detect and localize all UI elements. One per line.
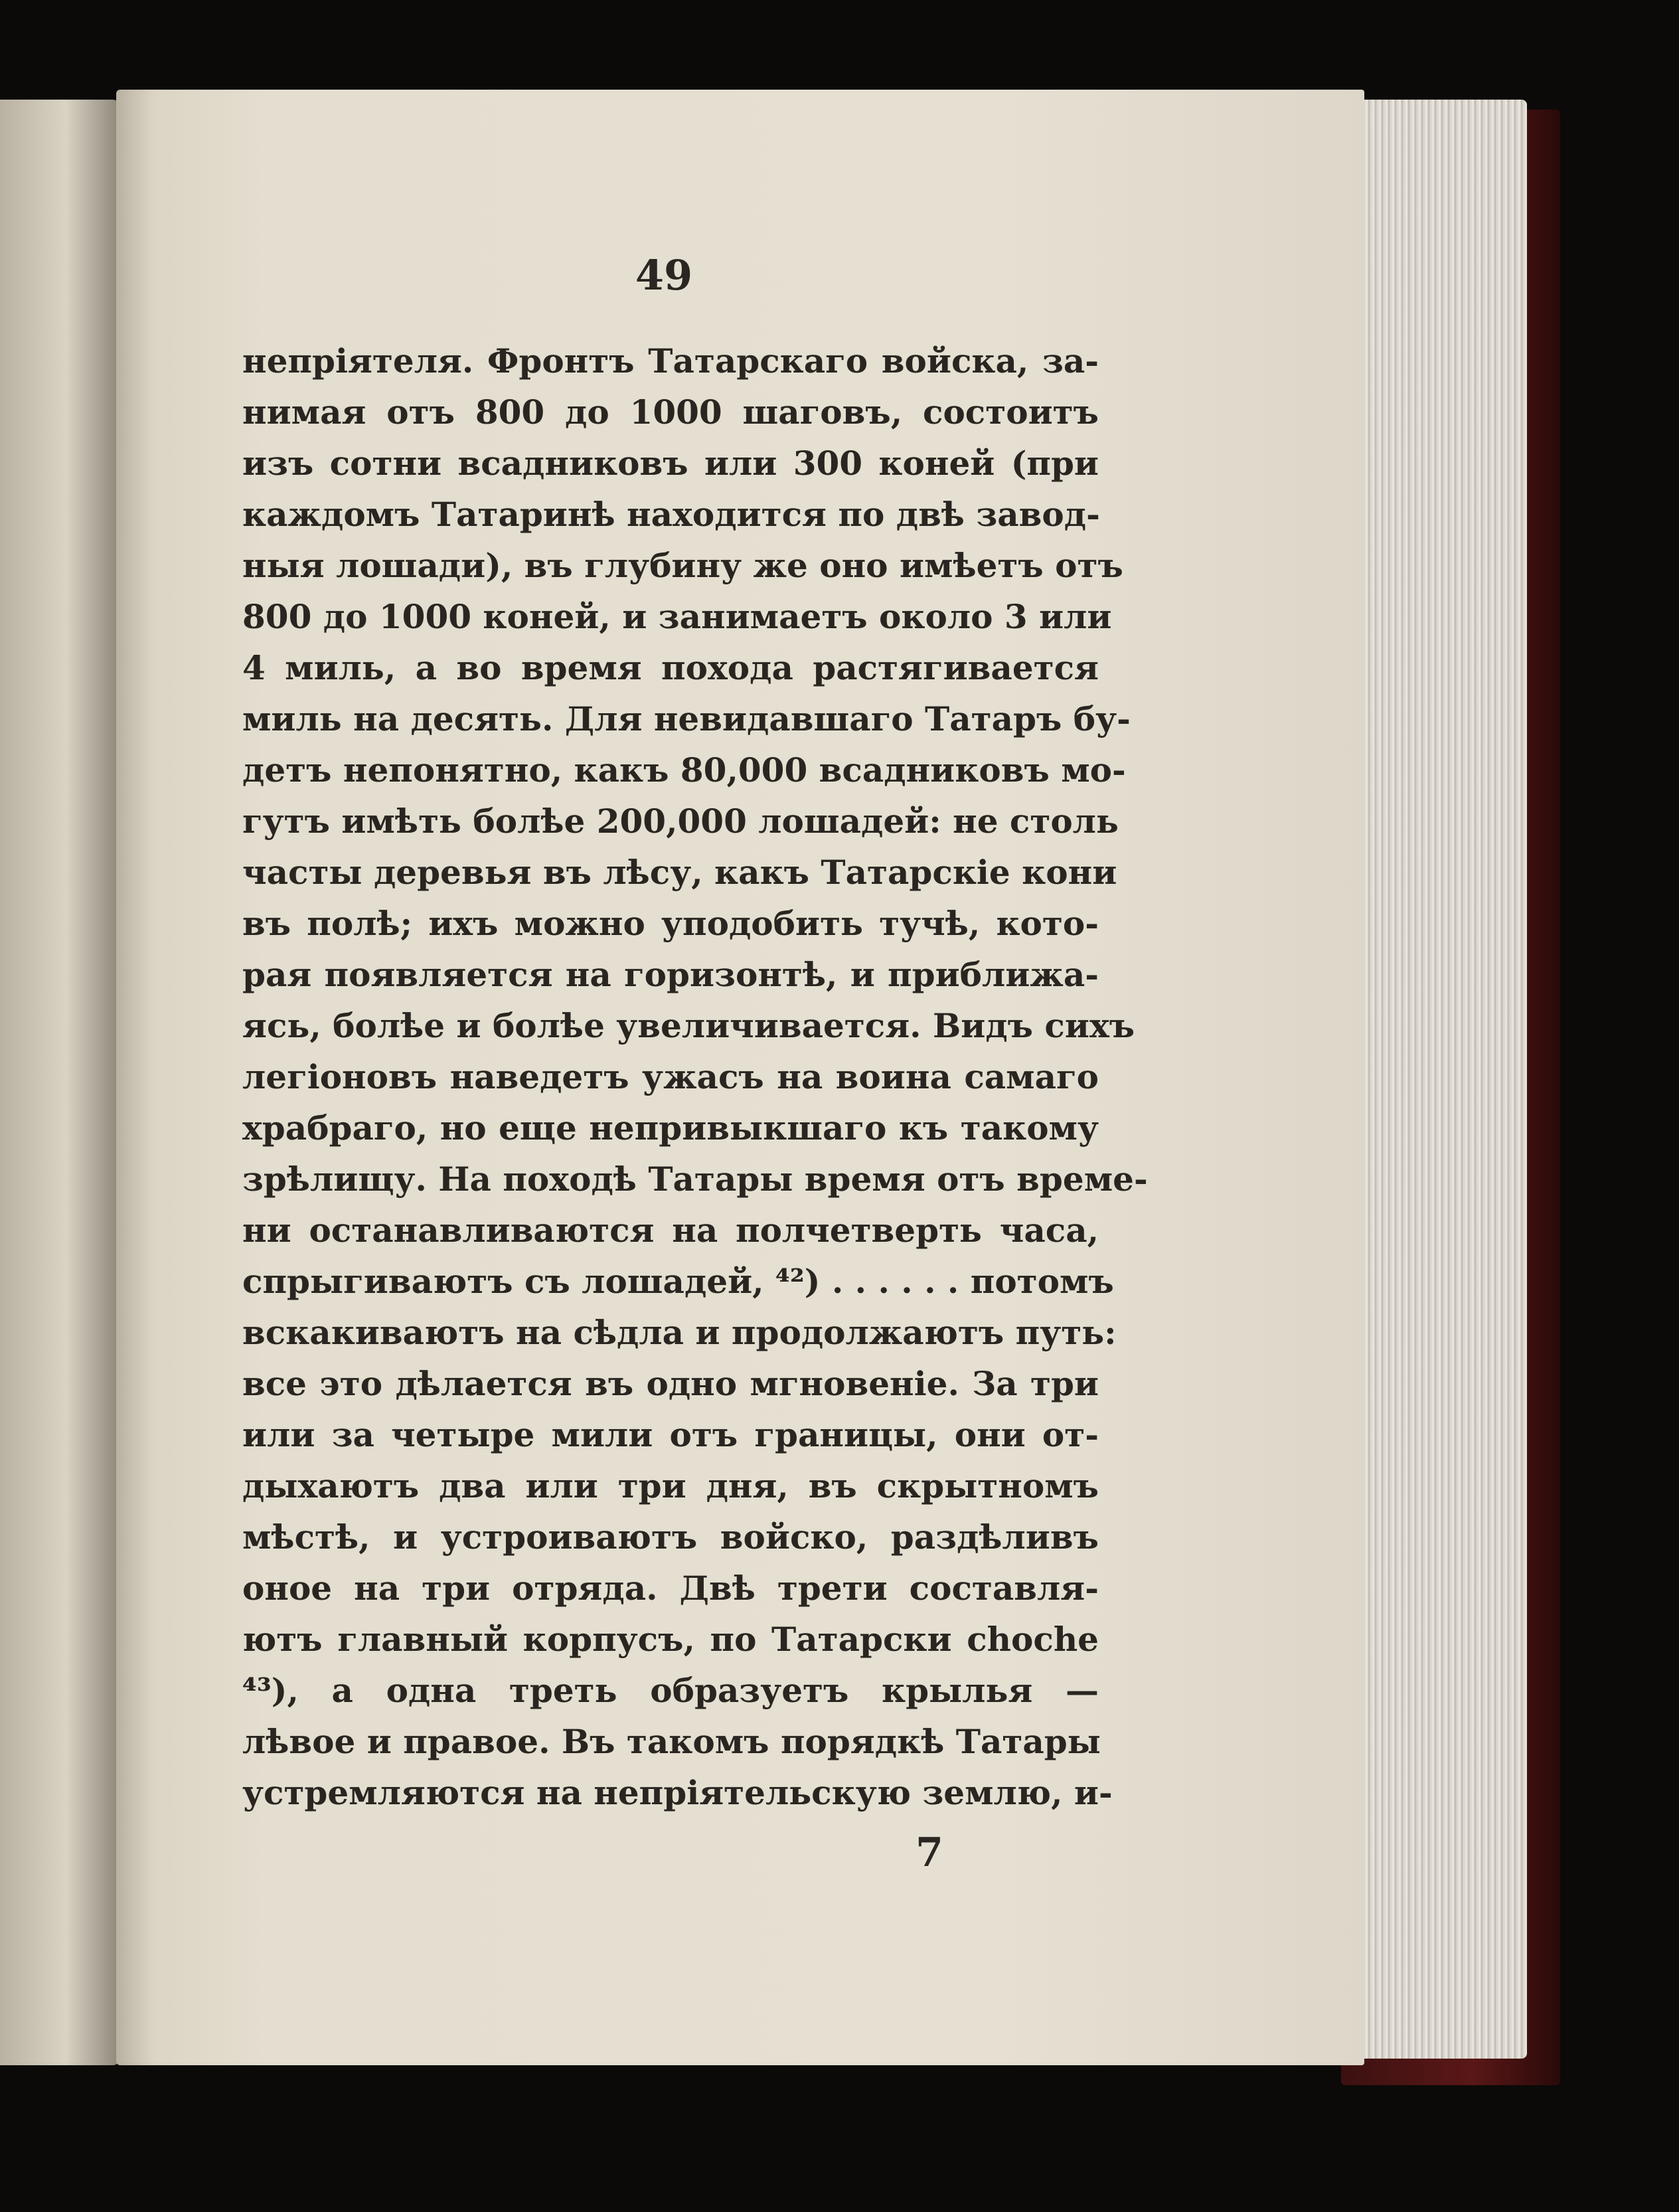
text-line: дыхаютъ два или три дня, въ скрытномъ: [242, 1466, 1099, 1505]
left-page-edge: [0, 100, 120, 2065]
text-line: непріятеля. Фронтъ Татарскаго войска, за-: [242, 341, 1099, 381]
text-line: мѣстѣ, и устроиваютъ войско, раздѣливъ: [242, 1517, 1099, 1557]
text-line: вскакиваютъ на сѣдла и продолжаютъ путь:: [242, 1313, 1117, 1352]
text-line: устремляются на непріятельскую землю, и-: [242, 1773, 1113, 1812]
text-line: часты деревья въ лѣсу, какъ Татарскіе кони: [242, 853, 1117, 892]
text-line: оное на три отряда. Двѣ трети составля-: [242, 1569, 1099, 1608]
text-line: 4 миль, а во время похода растягивается: [242, 648, 1099, 687]
text-line: изъ сотни всадниковъ или 300 коней (при: [242, 444, 1099, 483]
text-line: лѣвое и правое. Въ такомъ порядкѣ Татары: [242, 1722, 1101, 1761]
text-line: каждомъ Татаринѣ находится по двѣ завод-: [242, 495, 1100, 534]
text-line: спрыгиваютъ съ лошадей, ⁴²) . . . . . . потомъ: [242, 1262, 1114, 1301]
text-line: рая появляется на горизонтѣ, и приближа-: [242, 955, 1099, 994]
text-line: ни останавливаются на полчетверть часа,: [242, 1211, 1099, 1250]
text-line: ⁴³), а одна треть образуетъ крылья —: [242, 1671, 1099, 1710]
text-line: гутъ имѣть болѣе 200,000 лошадей: не столь: [242, 802, 1119, 841]
page-stack-edges: [1351, 100, 1527, 2059]
text-line: ютъ главный корпусъ, по Татарски choche: [242, 1620, 1099, 1659]
text-line: или за четыре мили отъ границы, они от-: [242, 1415, 1099, 1454]
text-line: нимая отъ 800 до 1000 шаговъ, состоитъ: [242, 392, 1099, 432]
text-line: ясь, болѣе и болѣе увеличивается. Видъ сихъ: [242, 1006, 1135, 1045]
text-line: ныя лошади), въ глубину же оно имѣетъ отъ: [242, 546, 1123, 585]
text-line: храбраго, но еще непривыкшаго къ такому: [242, 1108, 1099, 1148]
text-line: миль на десять. Для невидавшаго Татаръ бу-: [242, 699, 1131, 738]
signature-mark: 7: [916, 1829, 943, 1876]
text-line: все это дѣлается въ одно мгновеніе. За три: [242, 1364, 1099, 1403]
text-line: 800 до 1000 коней, и занимаетъ около 3 или: [242, 597, 1112, 636]
page-number: 49: [635, 251, 693, 299]
text-line: детъ непонятно, какъ 80,000 всадниковъ мо-: [242, 750, 1126, 790]
text-line: зрѣлищу. На походѣ Татары время отъ време-: [242, 1159, 1148, 1199]
text-line: въ полѣ; ихъ можно уподобить тучѣ, кото-: [242, 904, 1099, 943]
text-line: легіоновъ наведетъ ужасъ на воина самаго: [242, 1057, 1099, 1096]
body-text: [242, 335, 1148, 1818]
